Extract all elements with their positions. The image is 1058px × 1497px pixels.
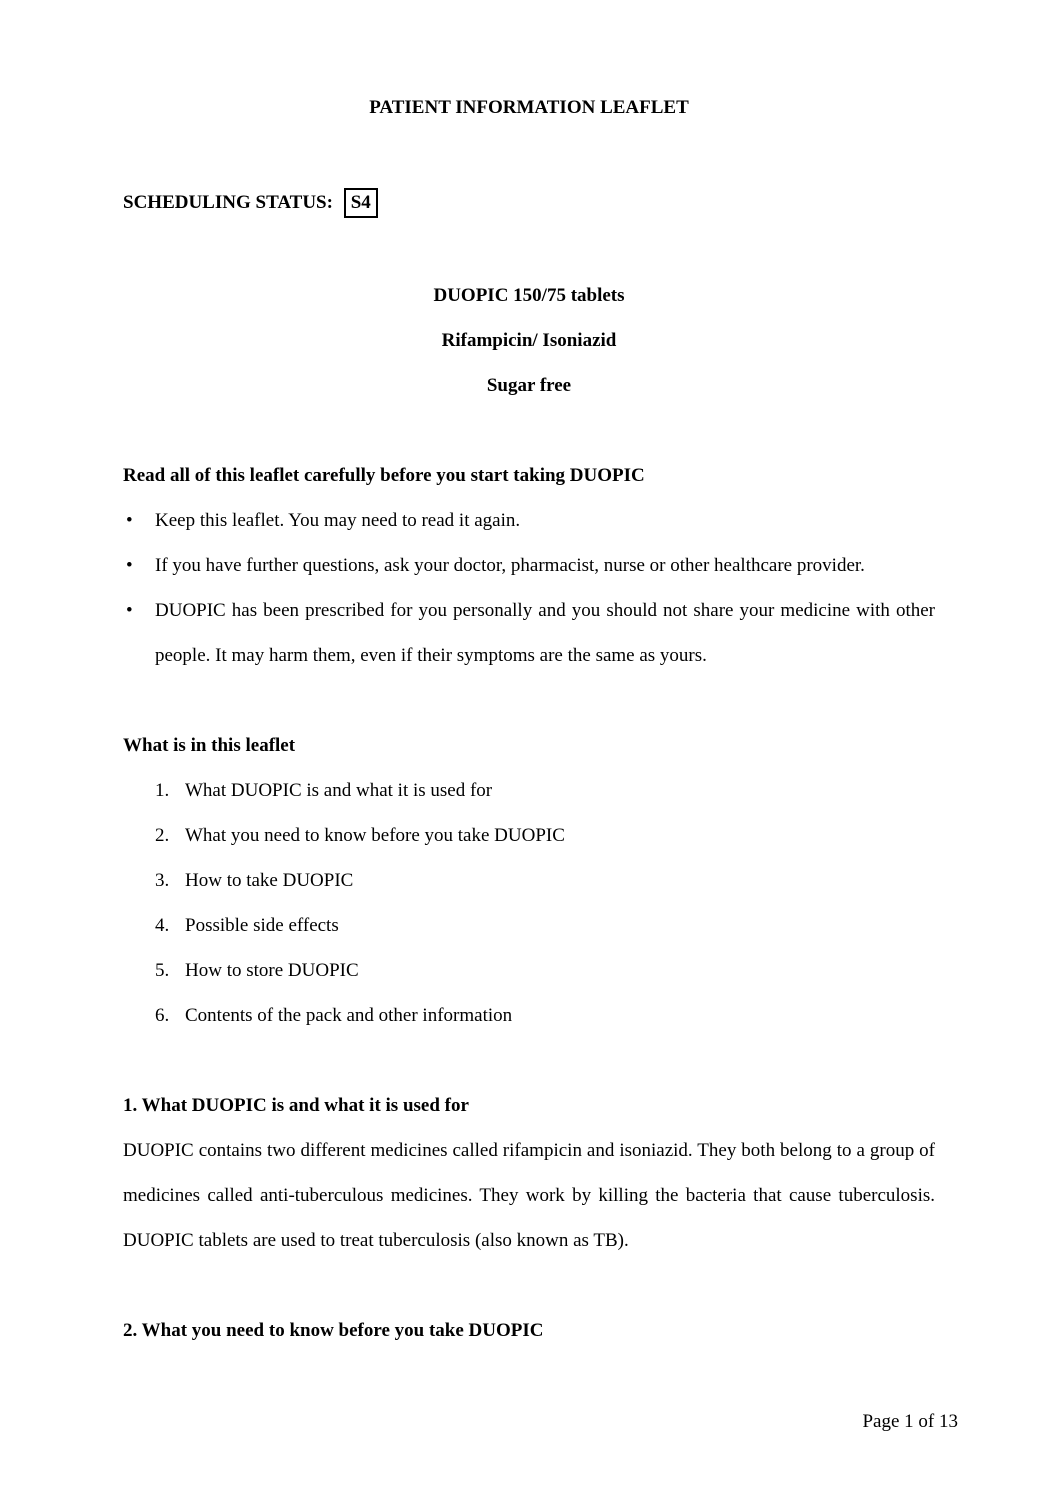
toc-item-number: 3. [155, 870, 170, 891]
scheduling-status-label: SCHEDULING STATUS: [123, 192, 333, 213]
toc-item [155, 903, 935, 948]
toc-item-label: How to store DUOPIC [185, 960, 359, 981]
section1-body: DUOPIC contains two different medicines called rifampicin and isoniazid. They both belong to a group of medicines called anti-tuberculous medicines. They work by killing the bacteria that cause tuberculosis. DUOPIC tablets are used to treat tuberculosis (also known as TB). [123, 1140, 935, 1251]
product-name: DUOPIC 150/75 tablets [433, 285, 625, 306]
product-block [123, 273, 935, 408]
toc-item-number: 2. [155, 825, 170, 846]
section2-heading: 2. What you need to know before you take DUOPIC [123, 1320, 544, 1341]
section1-heading: 1. What DUOPIC is and what it is used for [123, 1095, 469, 1116]
toc-item [155, 768, 935, 813]
bullet-icon [123, 588, 155, 678]
toc-item [155, 858, 935, 903]
toc-item-number: 5. [155, 960, 170, 981]
bullet-text: DUOPIC has been prescribed for you personally and you should not share your medicine with other people. It may harm them, even if their symptoms are the same as yours. [155, 600, 935, 666]
bullet-text: If you have further questions, ask your doctor, pharmacist, nurse or other healthcare provider. [155, 555, 865, 576]
toc-item-number: 4. [155, 915, 170, 936]
scheduling-status-value: S4 [344, 188, 378, 218]
toc-item-label: Possible side effects [185, 915, 339, 936]
read-section-bullets [123, 498, 935, 678]
list-item [123, 498, 935, 543]
product-note: Sugar free [486, 375, 572, 396]
list-item [123, 588, 935, 678]
bullet-icon [123, 543, 155, 588]
scheduling-status-line [123, 180, 935, 225]
toc-heading: What is in this leaflet [123, 735, 296, 756]
toc-item-label: Contents of the pack and other information [185, 1005, 513, 1026]
bullet-text: Keep this leaflet. You may need to read it again. [155, 510, 521, 531]
toc-item-number: 1. [155, 780, 170, 801]
toc-item-label: What you need to know before you take DUOPIC [185, 825, 565, 846]
toc-item [155, 948, 935, 993]
page-number: Page 1 of 13 [862, 1411, 958, 1432]
document-title: PATIENT INFORMATION LEAFLET [369, 97, 689, 118]
toc-item [155, 993, 935, 1038]
toc-list [123, 768, 935, 1038]
bullet-icon [123, 498, 155, 543]
read-section-heading: Read all of this leaflet carefully before you start taking DUOPIC [123, 465, 645, 486]
toc-item-number: 6. [155, 1005, 170, 1026]
toc-item-label: What DUOPIC is and what it is used for [185, 780, 493, 801]
product-ingredients: Rifampicin/ Isoniazid [441, 330, 617, 351]
list-item [123, 543, 935, 588]
toc-item-label: How to take DUOPIC [185, 870, 354, 891]
toc-item [155, 813, 935, 858]
